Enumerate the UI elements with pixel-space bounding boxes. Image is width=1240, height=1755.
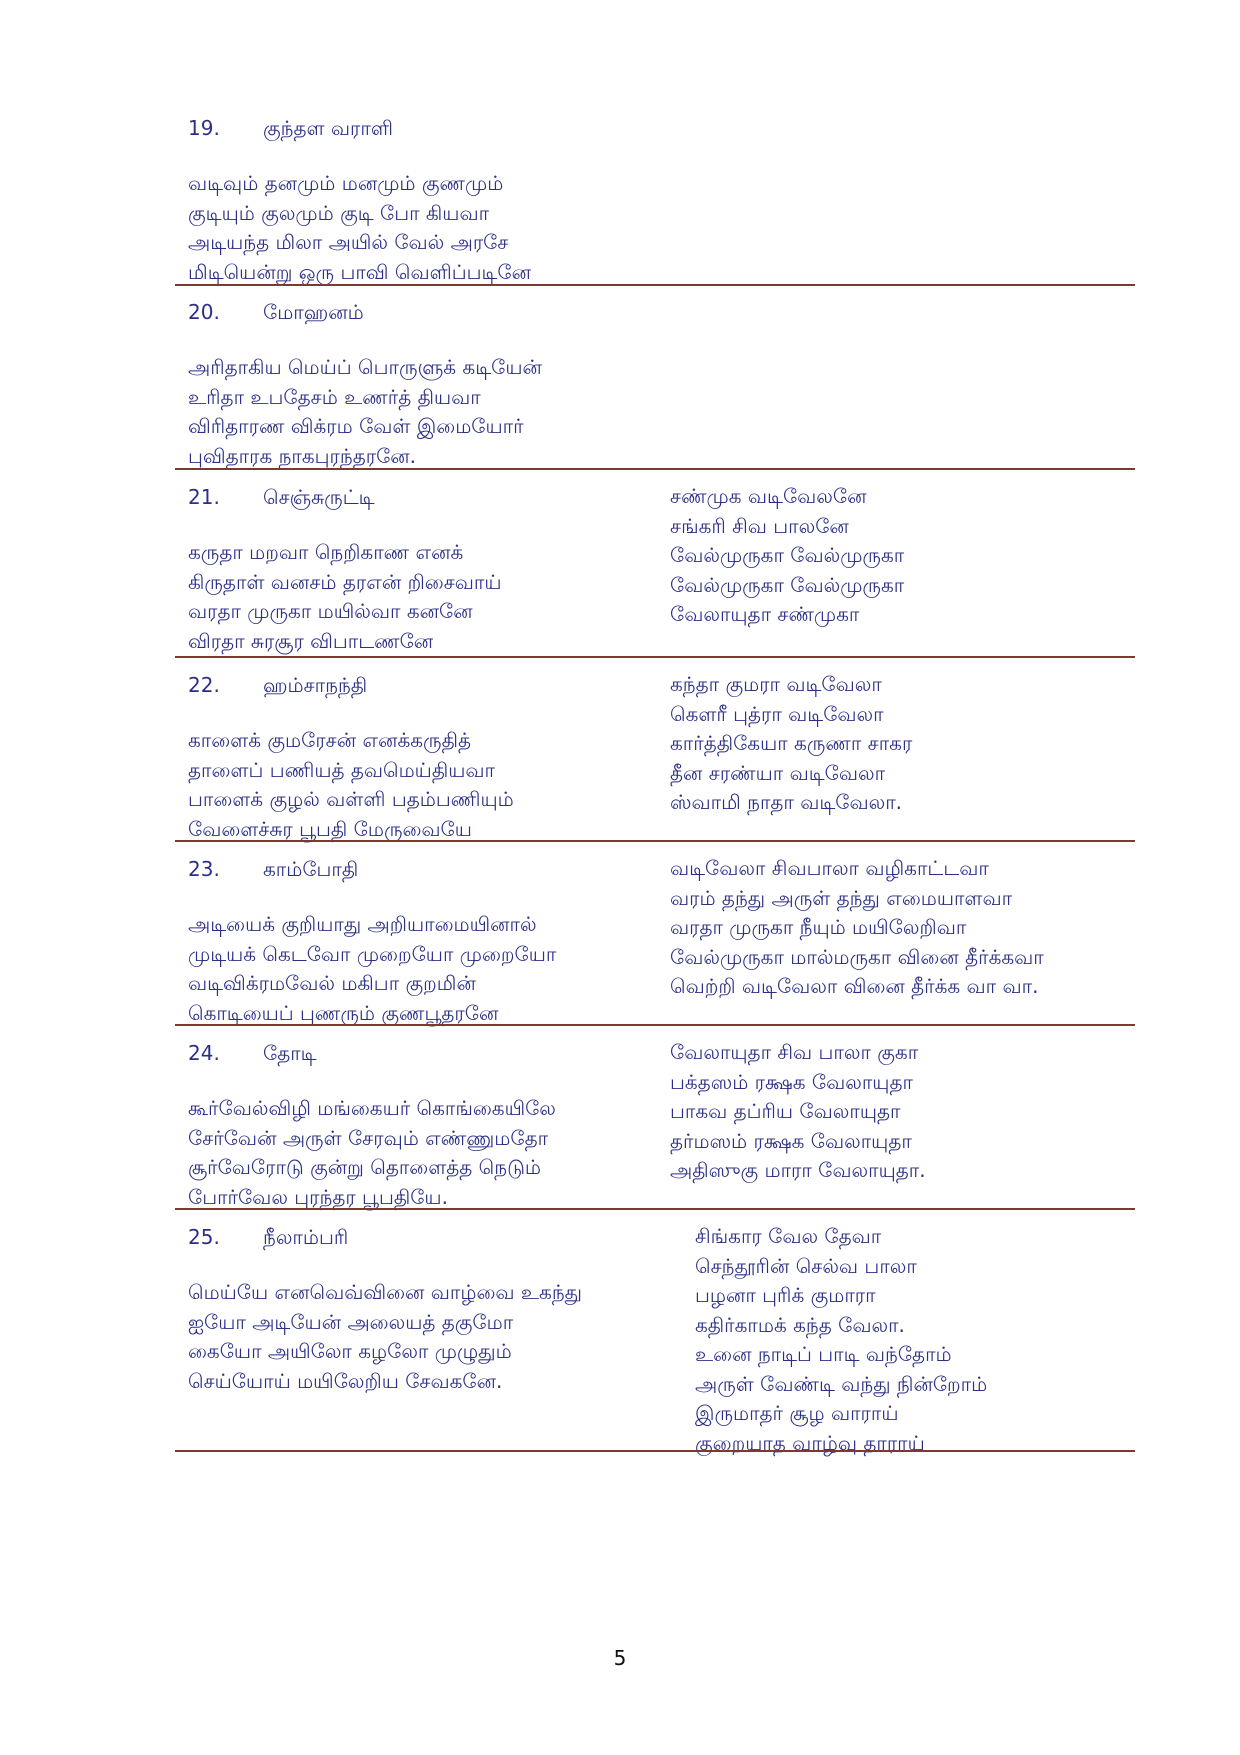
section-25 — [175, 1222, 1135, 1455]
section-heading — [188, 1222, 348, 1252]
chorus-line: வேலாயுதா சண்முகா — [670, 602, 860, 626]
verse-line: மிடியென்று ஒரு பாவி வெளிப்படினே — [188, 259, 531, 284]
section-24 — [175, 1038, 1135, 1208]
page-number: 5 — [613, 1646, 627, 1670]
chorus-line: செந்தூரின் செல்வ பாலா — [695, 1253, 917, 1278]
raga-name: காம்போதி — [263, 857, 359, 881]
verse-line: வரதா முருகா மயில்வா கனனே — [188, 599, 473, 623]
raga-name: செஞ்சுருட்டி — [263, 485, 375, 509]
chorus-line: வேலாயுதா சிவ பாலா குகா — [670, 1040, 919, 1064]
chorus-line: வெற்றி வடிவேலா வினை தீர்க்க வா வா. — [670, 974, 1039, 998]
section-number: 21. — [188, 485, 220, 509]
verse-line: கொடியைப் புணரும் குணபூதரனே — [188, 1000, 499, 1025]
chorus-line: கார்த்திகேயா கருணா சாகர — [670, 731, 913, 755]
section-number: 19. — [188, 116, 220, 140]
section-heading — [188, 297, 364, 327]
verse-line: காளைக் குமரேசன் எனக்கருதித் — [188, 728, 472, 752]
verse-line: கிருதாள் வனசம் தரஎன் றிசைவாய் — [188, 569, 502, 594]
section-divider — [175, 1450, 1135, 1452]
chorus-line: வேல்முருகா மால்மருகா வினை தீர்க்கவா — [670, 944, 1044, 969]
chorus-line: சங்கரி சிவ பாலனே — [670, 513, 849, 538]
chorus-line: கதிர்காமக் கந்த வேலா. — [695, 1312, 905, 1337]
section-divider — [175, 1024, 1135, 1026]
verse-line: வடிவிக்ரமவேல் மகிபா குறமின் — [188, 971, 476, 995]
chorus-line: பாகவ தப்ரிய வேலாயுதா — [670, 1099, 901, 1123]
verse-line: உரிதா உபதேசம் உணர்த் தியவா — [188, 384, 481, 409]
chorus-line: பக்தஸம் ரக்ஷக வேலாயுதா — [670, 1069, 913, 1094]
verse-block — [188, 538, 502, 656]
verse-line: கூர்வேல்விழி மங்கையர் கொங்கையிலே — [188, 1096, 556, 1120]
chorus-block — [695, 1222, 987, 1458]
verse-block — [188, 1278, 582, 1396]
section-divider — [175, 1208, 1135, 1210]
chorus-line: தர்மஸம் ரக்ஷக வேலாயுதா — [670, 1128, 912, 1153]
raga-name: மோஹனம் — [263, 300, 364, 324]
verse-block — [188, 910, 556, 1028]
chorus-line: வடிவேலா சிவபாலா வழிகாட்டவா — [670, 856, 989, 880]
section-20 — [175, 297, 1135, 467]
verse-line: வடிவும் தனமும் மனமும் குணமும் — [188, 171, 504, 195]
verse-block — [188, 169, 531, 287]
verse-line: சேர்வேன் அருள் சேரவும் எண்ணுமதோ — [188, 1125, 549, 1150]
section-divider — [175, 656, 1135, 658]
section-heading — [188, 670, 367, 700]
verse-line: போர்வேல புரந்தர பூபதியே. — [188, 1184, 448, 1209]
chorus-line: தீன சரண்யா வடிவேலா — [670, 760, 886, 785]
verse-line: தாளைப் பணியத் தவமெய்தியவா — [188, 757, 495, 782]
verse-block — [188, 726, 514, 844]
verse-line: விரதா சுரசூர விபாடணனே — [188, 628, 434, 653]
section-22 — [175, 670, 1135, 840]
chorus-line: வரதா முருகா நீயும் மயிலேறிவா — [670, 915, 967, 939]
verse-line: அடியந்த மிலா அயில் வேல் அரசே — [188, 230, 509, 254]
chorus-line: அதிஸுகு மாரா வேலாயுதா. — [670, 1158, 926, 1182]
chorus-line: ஸ்வாமி நாதா வடிவேலா. — [670, 790, 903, 814]
section-21 — [175, 482, 1135, 654]
chorus-line: பழனா புரிக் குமாரா — [695, 1283, 876, 1307]
verse-line: அடியைக் குறியாது அறியாமையினால் — [188, 912, 537, 936]
verse-line: செய்யோய் மயிலேறிய சேவகனே. — [188, 1368, 503, 1393]
verse-line: மெய்யே எனவெவ்வினை வாழ்வை உகந்து — [188, 1280, 583, 1304]
section-number: 25. — [188, 1225, 220, 1249]
chorus-line: வரம் தந்து அருள் தந்து எமையாளவா — [670, 885, 1013, 910]
verse-line: ஐயோ அடியேன் அலையத் தகுமோ — [188, 1309, 514, 1334]
section-number: 24. — [188, 1041, 220, 1065]
raga-name: தோடி — [263, 1041, 317, 1065]
section-heading — [188, 1038, 317, 1068]
verse-line: வேளைச்சுர பூபதி மேருவையே — [188, 816, 472, 841]
section-divider — [175, 284, 1135, 286]
raga-name: நீலாம்பரி — [263, 1225, 349, 1249]
verse-line: விரிதாரண விக்ரம வேள் இமையோர் — [188, 414, 524, 438]
raga-name: குந்தள வராளி — [263, 116, 393, 140]
verse-line: அரிதாகிய மெய்ப் பொருளுக் கடியேன் — [188, 355, 542, 379]
chorus-block — [670, 670, 912, 818]
section-number: 20. — [188, 300, 220, 324]
chorus-line: சிங்கார வேல தேவா — [695, 1224, 882, 1248]
section-divider — [175, 468, 1135, 470]
section-number: 22. — [188, 673, 220, 697]
chorus-block — [670, 854, 1044, 1002]
chorus-line: வேல்முருகா வேல்முருகா — [670, 543, 905, 567]
chorus-line: உனை நாடிப் பாடி வந்தோம் — [695, 1342, 952, 1366]
chorus-block — [670, 482, 904, 630]
section-19 — [175, 113, 1135, 283]
chorus-line: கௌரீ புத்ரா வடிவேலா — [670, 701, 884, 726]
chorus-block — [670, 1038, 926, 1186]
chorus-line: இருமாதர் சூழ வாராய் — [695, 1401, 899, 1425]
section-heading — [188, 854, 358, 884]
section-heading — [188, 482, 375, 512]
verse-line: கையோ அயிலோ கழலோ முழுதும் — [188, 1339, 512, 1363]
verse-block — [188, 1094, 556, 1212]
chorus-line: கந்தா குமரா வடிவேலா — [670, 672, 882, 696]
section-number: 23. — [188, 857, 220, 881]
chorus-line: குறையாத வாழ்வு தாராய் — [695, 1430, 925, 1455]
chorus-line: சண்முக வடிவேலனே — [670, 484, 867, 508]
verse-line: கருதா மறவா நெறிகாண எனக் — [188, 540, 464, 564]
verse-line: பாளைக் குழல் வள்ளி பதம்பணியும் — [188, 787, 514, 811]
verse-line: புவிதாரக நாகபுரந்தரனே. — [188, 443, 417, 468]
verse-block — [188, 353, 542, 471]
chorus-line: அருள் வேண்டி வந்து நின்றோம் — [695, 1371, 988, 1396]
verse-line: முடியக் கெடவோ முறையோ முறையோ — [188, 941, 557, 966]
verse-line: குடியும் குலமும் குடி போ கியவா — [188, 200, 490, 225]
section-divider — [175, 840, 1135, 842]
section-23 — [175, 854, 1135, 1024]
verse-line: சூர்வேரோடு குன்று தொளைத்த நெடும் — [188, 1155, 542, 1179]
chorus-line: வேல்முருகா வேல்முருகா — [670, 572, 905, 597]
section-heading — [188, 113, 393, 143]
raga-name: ஹம்சாநந்தி — [263, 673, 368, 697]
